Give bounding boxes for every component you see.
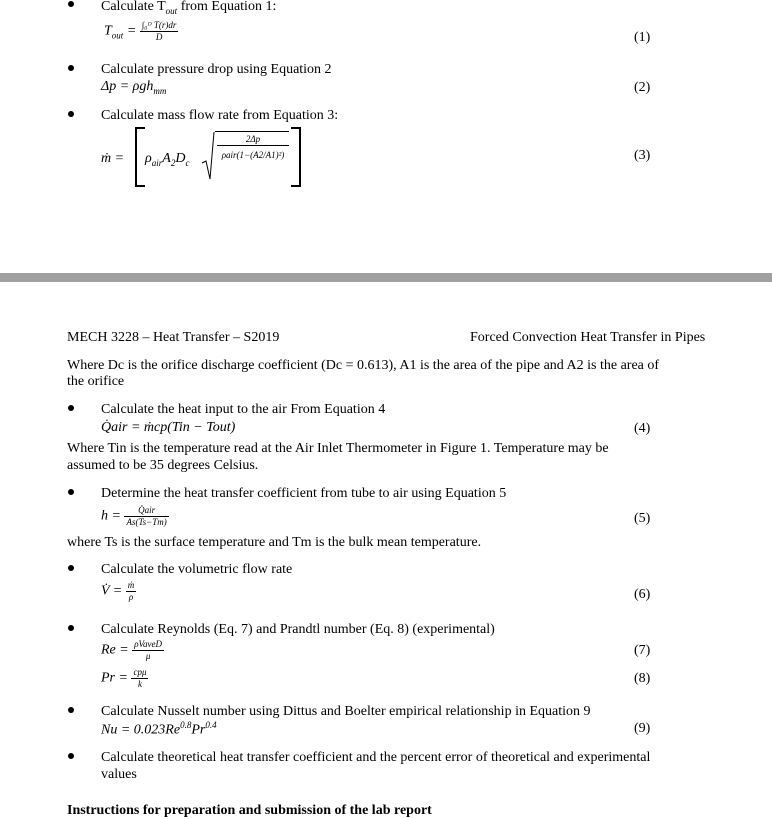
where-text-4-line2: assumed to be 35 degrees Celsius. [67,458,259,473]
bullet [68,405,74,411]
item-calc-tout: Calculate $T_{out}$ from Equation 1: [101,0,277,16]
eq-number-1: (1) [634,30,651,45]
equation-9: $Nu = 0.023Re^{0.8}Pr^{0.4}$ [101,720,217,738]
eq-number-5: (5) [634,511,651,526]
equation-1: $T_{out}$ = $\frac{\text{∫₀ᴰ T(r)dr}}{D}$ [104,20,177,42]
section-heading: Instructions for preparation and submission of the lab report [67,803,432,818]
bullet [68,489,74,495]
equation-6: V̇ = $\frac{\text{ṁ}}{\rho}$ [101,580,135,602]
item-heat-transfer-coefficient: Determine the heat transfer coefficient from tube to air using Equation 5 [101,486,507,501]
eq-number-8: (8) [634,671,651,686]
equation-7: Re = $\frac{\text{ρVaveD}}{\mu}$ [101,639,163,661]
item-pressure-drop: Calculate pressure drop using Equation 2 [101,62,332,77]
item-volumetric-flow: Calculate the volumetric flow rate [101,562,293,577]
equation-4: Q̇air = ṁcp(Tin − Tout) [101,420,236,435]
page-separator [0,273,772,282]
equation-2: Δp = ρgh$_{mm}$ [101,79,167,96]
eq-number-6: (6) [634,587,651,602]
item-theoretical-line1: Calculate theoretical heat transfer coefficient and the percent error of theoretical and experimental [101,750,651,765]
eq-number-9: (9) [634,721,651,736]
bullet [68,565,74,571]
item-theoretical-line2: values [101,767,137,782]
equation-8: Pr = $\frac{\text{cpμ}}{k}$ [101,667,147,689]
item-mass-flow: Calculate mass flow rate from Equation 3: [101,108,339,123]
bullet [68,707,74,713]
page-header-left: MECH 3228 – Heat Transfer – S2019 [67,330,280,345]
where-text-5: where Ts is the surface temperature and Tm is the bulk mean temperature. [67,535,482,550]
bullet [68,111,74,117]
sqrt-sign [201,131,215,181]
where-text-4-line1: Where Tin is the temperature read at the Air Inlet Thermometer in Figure 1. Temperature may be [67,441,609,456]
item-heat-input: Calculate the heat input to the air From Equation 4 [101,402,386,417]
bullet [68,65,74,71]
bullet [68,753,74,759]
page-header-right: Forced Convection Heat Transfer in Pipes [470,330,706,345]
eq-number-3: (3) [634,148,651,163]
eq-number-4: (4) [634,421,651,436]
intro-text-line2: the orifice [67,374,125,389]
intro-text-line1: Where Dc is the orifice discharge coefficient (Dc = 0.613), A1 is the area of the pipe and A2 is the area of [67,358,660,373]
item-reynolds-prandtl: Calculate Reynolds (Eq. 7) and Prandtl number (Eq. 8) (experimental) [101,622,495,637]
eq-number-7: (7) [634,643,651,658]
equation-5: h = $\frac{\text{Q̇air}}{As(Ts-Tm)}$ [101,505,167,527]
eq-number-2: (2) [634,80,651,95]
bullet [68,1,74,7]
bullet [68,625,74,631]
item-nusselt: Calculate Nusselt number using Dittus and Boelter empirical relationship in Equation 9 [101,704,591,719]
